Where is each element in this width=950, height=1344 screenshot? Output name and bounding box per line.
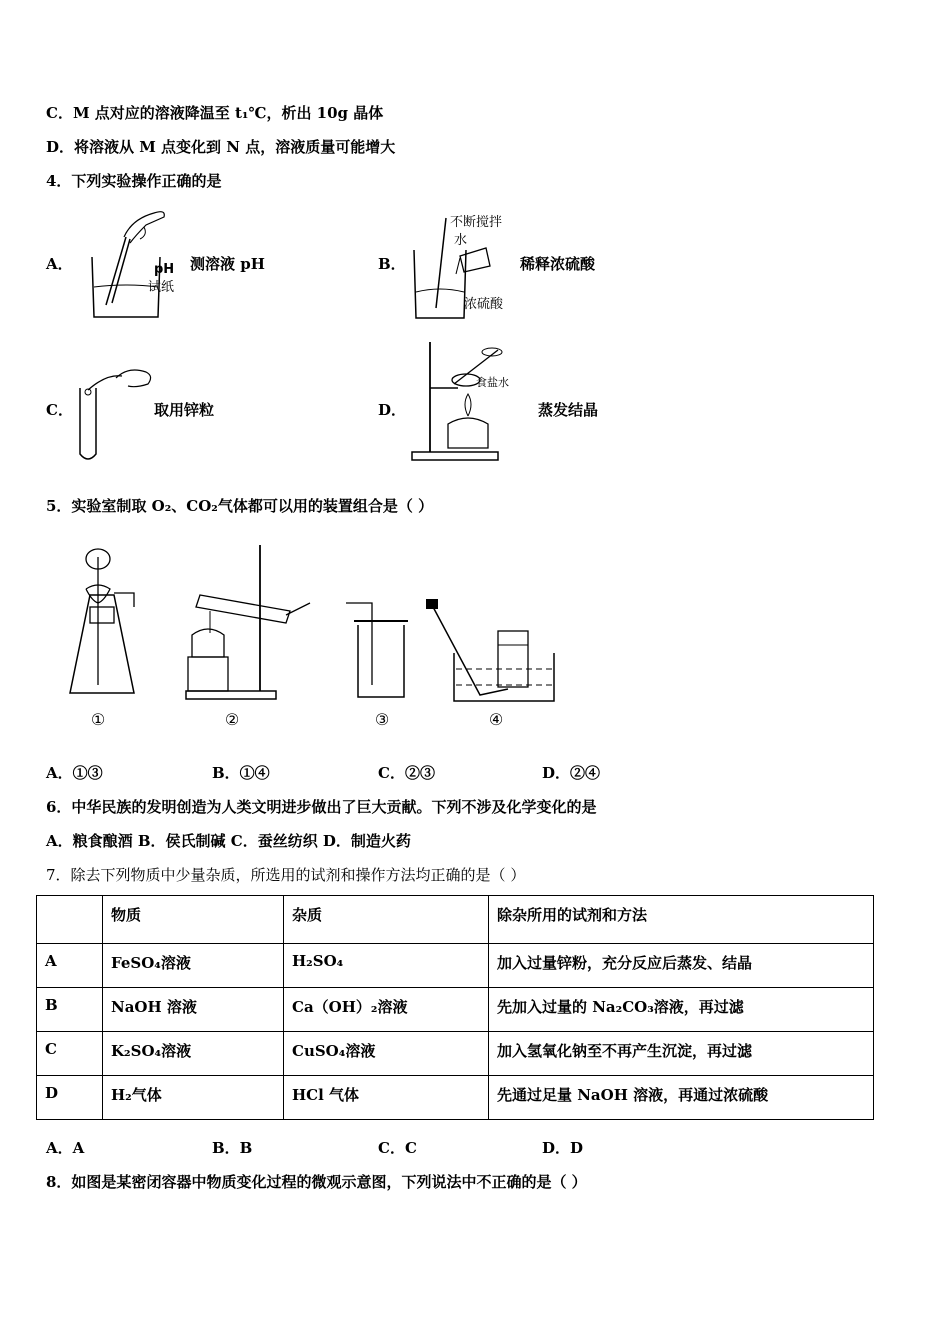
q7-option-a: A．A xyxy=(46,1139,85,1157)
table-row xyxy=(37,1032,874,1076)
table-cell: A xyxy=(37,944,103,988)
table-header-cell: 物质 xyxy=(103,896,284,944)
q4-option-b-letter: B． xyxy=(378,255,406,273)
q4-figure-c-zinc-granule xyxy=(76,364,156,464)
table-cell: K₂SO₄溶液 xyxy=(103,1032,284,1076)
apparatus-label-1: ① xyxy=(90,710,106,729)
table-cell: C xyxy=(37,1032,103,1076)
q7-option-b: B．B xyxy=(212,1139,253,1157)
apparatus-1 xyxy=(70,549,134,729)
q5-option-b: B．①④ xyxy=(212,764,270,782)
apparatus-4 xyxy=(426,599,554,729)
q4-d-salt-label: 食盐水 xyxy=(476,376,509,389)
table-cell: 先通过足量 NaOH 溶液，再通过浓硫酸 xyxy=(489,1076,874,1120)
q5-option-c: C．②③ xyxy=(378,764,435,782)
q6-stem: 6．中华民族的发明创造为人类文明进步做出了巨大贡献。下列不涉及化学变化的是 xyxy=(46,798,597,816)
q4-option-c-letter: C． xyxy=(46,401,73,419)
q4-b-water-label: 水 xyxy=(454,233,468,248)
q3-option-c: C．M 点对应的溶液降温至 t₁℃，析出 10g 晶体 xyxy=(46,104,384,122)
q5-option-d: D．②④ xyxy=(542,764,601,782)
table-header-row xyxy=(37,896,874,944)
table-header-cell: 杂质 xyxy=(284,896,489,944)
q3-option-d: D．将溶液从 M 点变化到 N 点，溶液质量可能增大 xyxy=(46,138,396,156)
apparatus-label-3: ③ xyxy=(374,710,390,729)
q7-option-d: D．D xyxy=(542,1139,584,1157)
table-cell: FeSO₄溶液 xyxy=(103,944,284,988)
table-cell: Ca（OH）₂溶液 xyxy=(284,988,489,1032)
q4-option-a-letter: A． xyxy=(46,255,73,273)
table-cell: H₂气体 xyxy=(103,1076,284,1120)
table-cell: H₂SO₄ xyxy=(284,944,489,988)
table-cell: B xyxy=(37,988,103,1032)
apparatus-label-4: ④ xyxy=(488,710,504,729)
table-cell: 加入过量锌粉，充分反应后蒸发、结晶 xyxy=(489,944,874,988)
table-cell: 先加入过量的 Na₂CO₃溶液，再过滤 xyxy=(489,988,874,1032)
q4-figure-b-dilute-acid xyxy=(408,212,518,322)
q4-option-d-caption: 蒸发结晶 xyxy=(538,401,599,419)
q4-figure-a-ph-test xyxy=(84,207,194,322)
table-cell: CuSO₄溶液 xyxy=(284,1032,489,1076)
table-row xyxy=(37,1076,874,1120)
table-cell: 加入氢氧化钠至不再产生沉淀，再过滤 xyxy=(489,1032,874,1076)
q5-stem: 5．实验室制取 O₂、CO₂气体都可以用的装置组合是（ ） xyxy=(46,497,434,515)
table-header-cell xyxy=(37,896,103,944)
apparatus-label-2: ② xyxy=(224,710,240,729)
q4-stem: 4．下列实验操作正确的是 xyxy=(46,172,222,190)
q4-b-stir-label: 不断搅拌 xyxy=(450,215,503,230)
q7-table xyxy=(36,895,874,1120)
apparatus-2 xyxy=(186,545,310,729)
q4-option-c-caption: 取用锌粒 xyxy=(154,401,215,419)
q8-stem: 8．如图是某密闭容器中物质变化过程的微观示意图，下列说法中不正确的是（ ） xyxy=(46,1173,587,1191)
q4-b-acid-label: 浓硫酸 xyxy=(464,297,504,312)
q5-apparatus-figure xyxy=(60,545,560,735)
table-row xyxy=(37,944,874,988)
q4-option-d-letter: D． xyxy=(378,401,407,419)
q7-stem: 7．除去下列物质中少量杂质，所选用的试剂和操作方法均正确的是（ ） xyxy=(46,866,526,884)
table-header-cell: 除杂所用的试剂和方法 xyxy=(489,896,874,944)
q5-option-a: A．①③ xyxy=(46,764,103,782)
q6-options: A．粮食酿酒 B．侯氏制碱 C．蚕丝纺织 D．制造火药 xyxy=(46,832,411,850)
q4-a-ph-label: pH xyxy=(154,262,175,277)
q4-option-a-caption: 测溶液 pH xyxy=(190,255,265,273)
table-cell: D xyxy=(37,1076,103,1120)
table-cell: HCl 气体 xyxy=(284,1076,489,1120)
table-row xyxy=(37,988,874,1032)
apparatus-3 xyxy=(346,603,408,729)
q4-figure-d-evaporation xyxy=(408,340,508,465)
q7-option-c: C．C xyxy=(378,1139,417,1157)
q4-a-paper-label: 试纸 xyxy=(148,280,175,295)
table-cell: NaOH 溶液 xyxy=(103,988,284,1032)
q4-option-b-caption: 稀释浓硫酸 xyxy=(520,255,596,273)
